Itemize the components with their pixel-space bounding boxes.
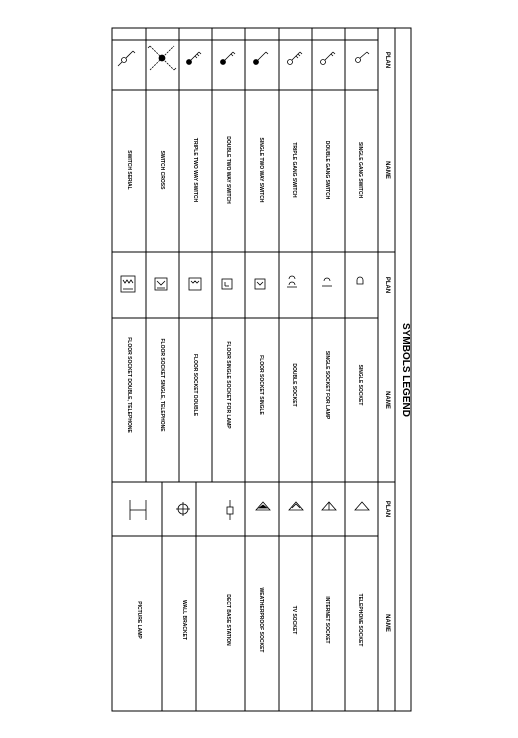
switch-serial-icon [118, 51, 135, 66]
switch-name: SINGLE GANG SWITCH [357, 141, 363, 199]
socket-name: FLOOR SOCKET SINGLE [258, 355, 264, 415]
header-name: NAME [384, 161, 390, 179]
single-two-way-switch-icon [254, 52, 269, 65]
double-socket-icon [287, 276, 297, 287]
other-name: TELEPHONE SOCKET [357, 593, 363, 647]
double-two-way-switch-icon [221, 52, 236, 65]
socket-name: FLOOR SOCKET DOUBLE [192, 353, 198, 417]
picture-lamp-icon [130, 500, 146, 520]
other-name: INTERNET SOCKET [324, 596, 330, 644]
other-name: PICTURE LAMP [136, 601, 142, 639]
other-name: WEATHERPROOF SOCKET [258, 587, 264, 653]
switch-name: SINGLE TWO WAY SWITCH [258, 137, 264, 203]
single-socket-for-lamp-icon [322, 278, 332, 286]
header-plan: PLAN [384, 276, 390, 294]
other-name: DECT BASE STATION [225, 594, 231, 646]
floor-socket-double-telephone-icon [121, 276, 135, 292]
header-plan: PLAN [384, 51, 390, 69]
socket-name: FLOOR SINGLE SOCKET FOR LAMP [225, 341, 231, 429]
floor-socket-single-telephone-icon [155, 278, 167, 290]
header-name: NAME [384, 614, 390, 632]
tv-socket-icon [289, 502, 303, 510]
socket-name: FLOOR SOCKET DOUBLE, TELEPHONE [126, 337, 132, 433]
single-socket-icon [357, 277, 363, 284]
dect-base-station-icon [227, 500, 233, 520]
legend-title: SYMBOLS LEGEND [400, 323, 411, 417]
socket-name: DOUBLE SOCKET [291, 363, 297, 407]
other-name: WALL BRACKET [181, 600, 187, 640]
switch-cross-icon [148, 46, 176, 70]
switch-name: TRIPLE TWO WAY SWITCH [192, 137, 198, 203]
switch-name: DOUBLE GANG SWITCH [324, 140, 330, 200]
switch-name: TRIPLE GANG SWITCH [291, 142, 297, 198]
telephone-socket-icon [355, 502, 369, 510]
switch-name: DOUBLE TWO WAY SWITCH [225, 136, 231, 204]
header-plan: PLAN [384, 500, 390, 518]
floor-socket-single-icon [255, 279, 265, 289]
header-name: NAME [384, 391, 390, 409]
triple-two-way-switch-icon [187, 52, 202, 65]
internet-socket-icon [322, 502, 336, 510]
single-gang-switch-icon [356, 52, 370, 63]
floor-socket-double-icon [189, 278, 201, 290]
socket-name: FLOOR SOCKET SINGLE, TELEPHONE [159, 338, 165, 432]
floor-single-socket-for-lamp-icon [222, 279, 232, 289]
switch-name: SWITCH CROSS [159, 150, 165, 190]
weatherproof-socket-icon [256, 502, 270, 510]
socket-name: SINGLE SOCKET [357, 364, 363, 406]
double-gang-switch-icon [321, 52, 336, 65]
socket-name: SINGLE SOCKET FOR LAMP [324, 350, 330, 420]
wall-bracket-icon [176, 502, 190, 516]
other-name: TV SOCKET [291, 605, 297, 635]
triple-gang-switch-icon [288, 52, 303, 65]
switch-name: SWITCH SERIAL [126, 150, 132, 190]
